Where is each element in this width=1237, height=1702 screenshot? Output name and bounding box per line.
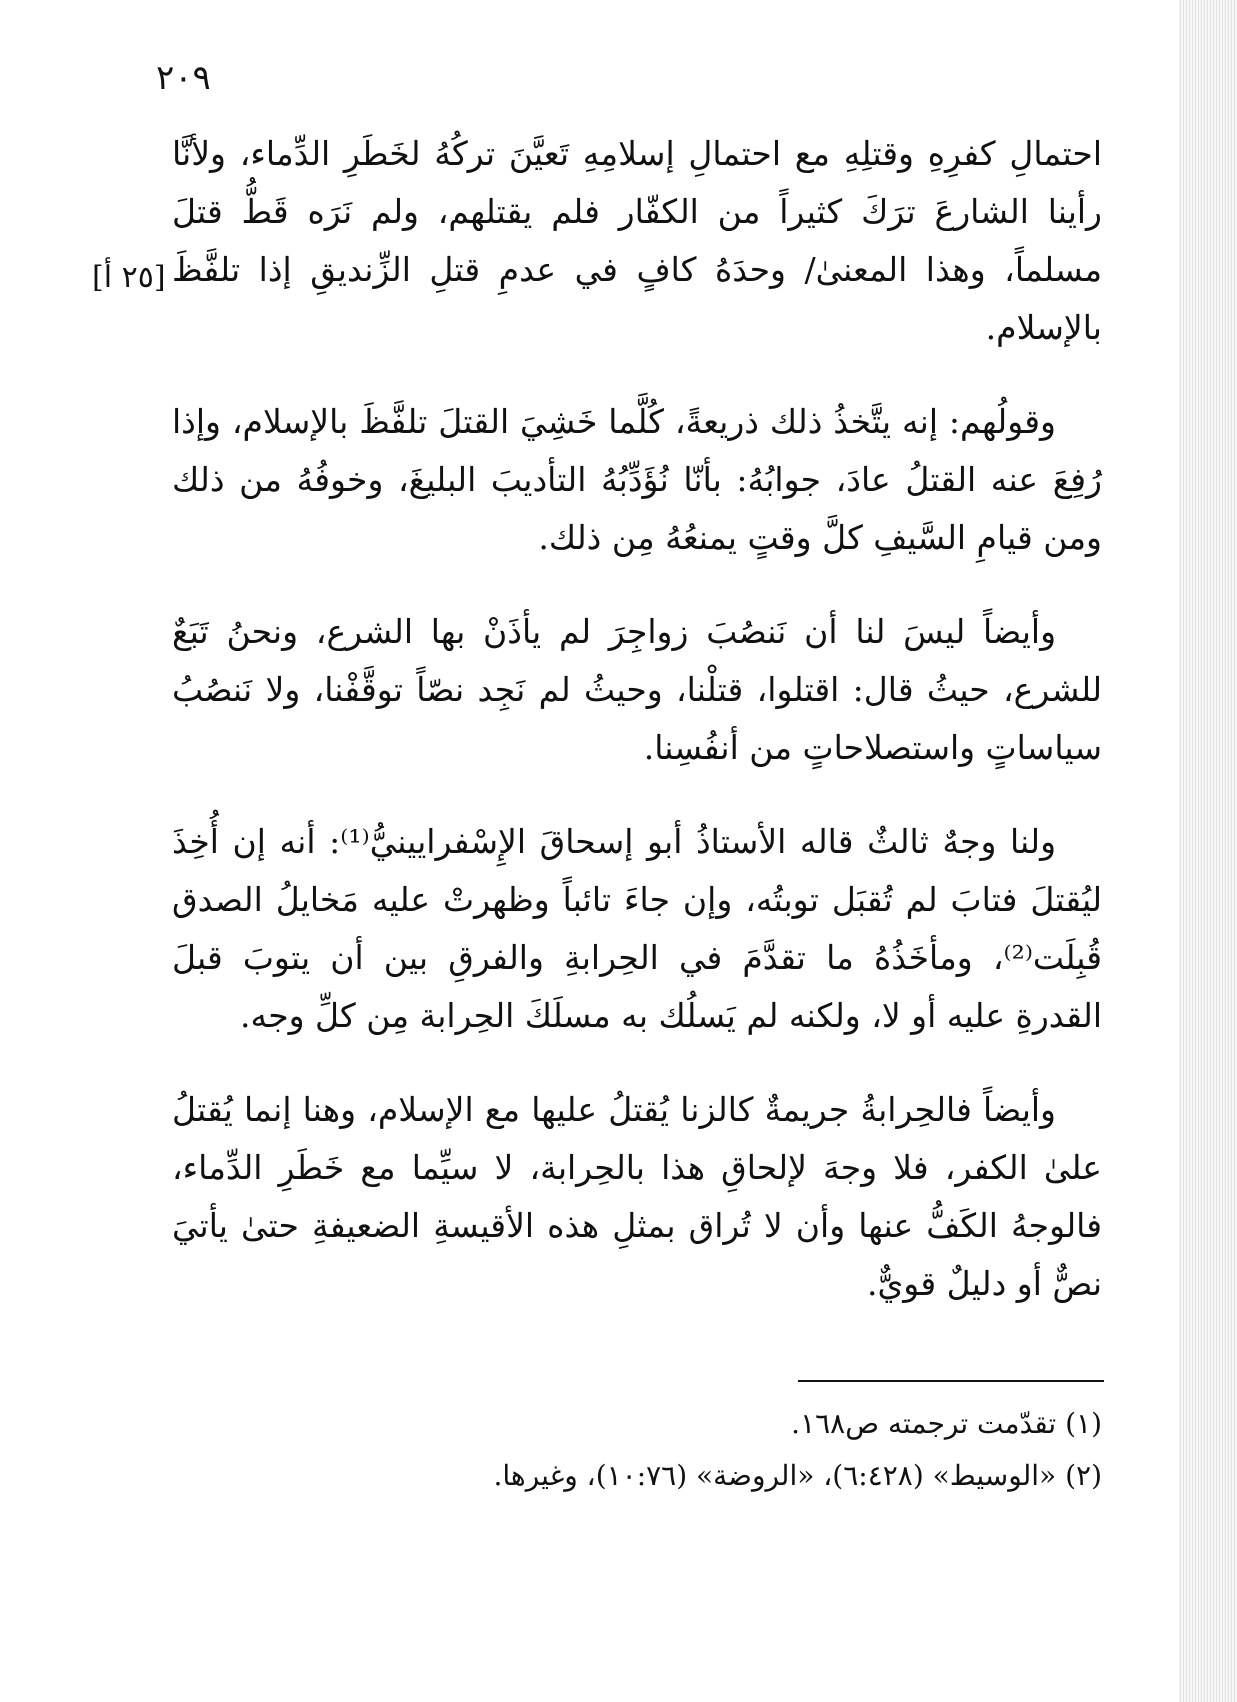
footnote-separator [798,1380,1104,1382]
page-body [172,125,1102,1349]
page-number: ٢٠٩ [156,58,211,98]
footnote-2: (٢) «الوسيط» (٦:٤٢٨)، «الروضة» (١٠:٧٦)، وغيرها. [493,1459,1102,1492]
manuscript-folio-note: [٢٥ أ] [92,260,166,295]
paragraph-2: وقولُهم: إنه يتَّخذُ ذلك ذريعةً، كُلَّما خَشِيَ القتلَ تلفَّظَ بالإسلام، وإذا رُفِعَ عنه القتلُ عادَ، جوابُهُ: بأنّا نُؤَدِّبُهُ التأديبَ البليغَ، وخوفُهُ من ذلك ومن قيامِ السَّيفِ كلَّ وقتٍ يمنعُهُ مِن ذلك. [172,402,1102,557]
paragraph-3: وأيضاً ليسَ لنا أن نَنصُبَ زواجِرَ لم يأذَنْ بها الشرع، ونحنُ تَبَعٌ للشرع، حيثُ قال: اقتلوا، قتلْنا، وحيثُ لم نَجِد نصّاً توقَّفْنا، ولا نَنصُبُ سياساتٍ واستصلاحاتٍ من أنفُسِنا. [172,612,1102,767]
paragraph-1: احتمالِ كفرِهِ وقتلِهِ مع احتمالِ إسلامِهِ تَعيَّنَ تركُهُ لخَطَرِ الدِّماء، ولأنَّا رأينا الشارعَ ترَكَ كثيراً من الكفّار فلم يقتلهم، ولم نَرَه قَطُّ قتلَ مسلماً، وهذا المعنىٰ/ وحدَهُ كافٍ في عدمِ قتلِ الزِّنديقِ إذا تلفَّظَ بالإسلام. [172,134,1102,347]
paragraph-5: وأيضاً فالحِرابةُ جريمةٌ كالزنا يُقتلُ عليها مع الإسلام، وهنا إنما يُقتلُ علىٰ الكفر، فلا وجهَ لإلحاقِ هذا بالحِرابة، لا سيِّما مع خَطَرِ الدِّماء، فالوجهُ الكَفُّ عنها وأن لا تُراق بمثلِ هذه الأقيسةِ الضعيفةِ حتىٰ يأتيَ نصٌّ أو دليلٌ قويٌّ. [172,1090,1102,1303]
footnotes [172,1398,1102,1502]
footnote-1: (١) تقدّمت ترجمته ص١٦٨. [791,1407,1102,1440]
scan-edge [1179,0,1237,1702]
paragraph-4: ولنا وجهٌ ثالثٌ قاله الأستاذُ أبو إسحاقَ الإِسْفرايينيُّ⁽¹⁾: أنه إن أُخِذَ ليُقتلَ فتابَ لم تُقبَل توبتُه، وإن جاءَ تائباً وظهرتْ عليه مَخايلُ الصدق قُبِلَت⁽²⁾، ومأخَذُهُ ما تقدَّمَ في الحِرابةِ والفرقِ بين أن يتوبَ قبلَ القدرةِ عليه أو لا، ولكنه لم يَسلُك به مسلَكَ الحِرابة مِن كلِّ وجه. [172,822,1102,1035]
